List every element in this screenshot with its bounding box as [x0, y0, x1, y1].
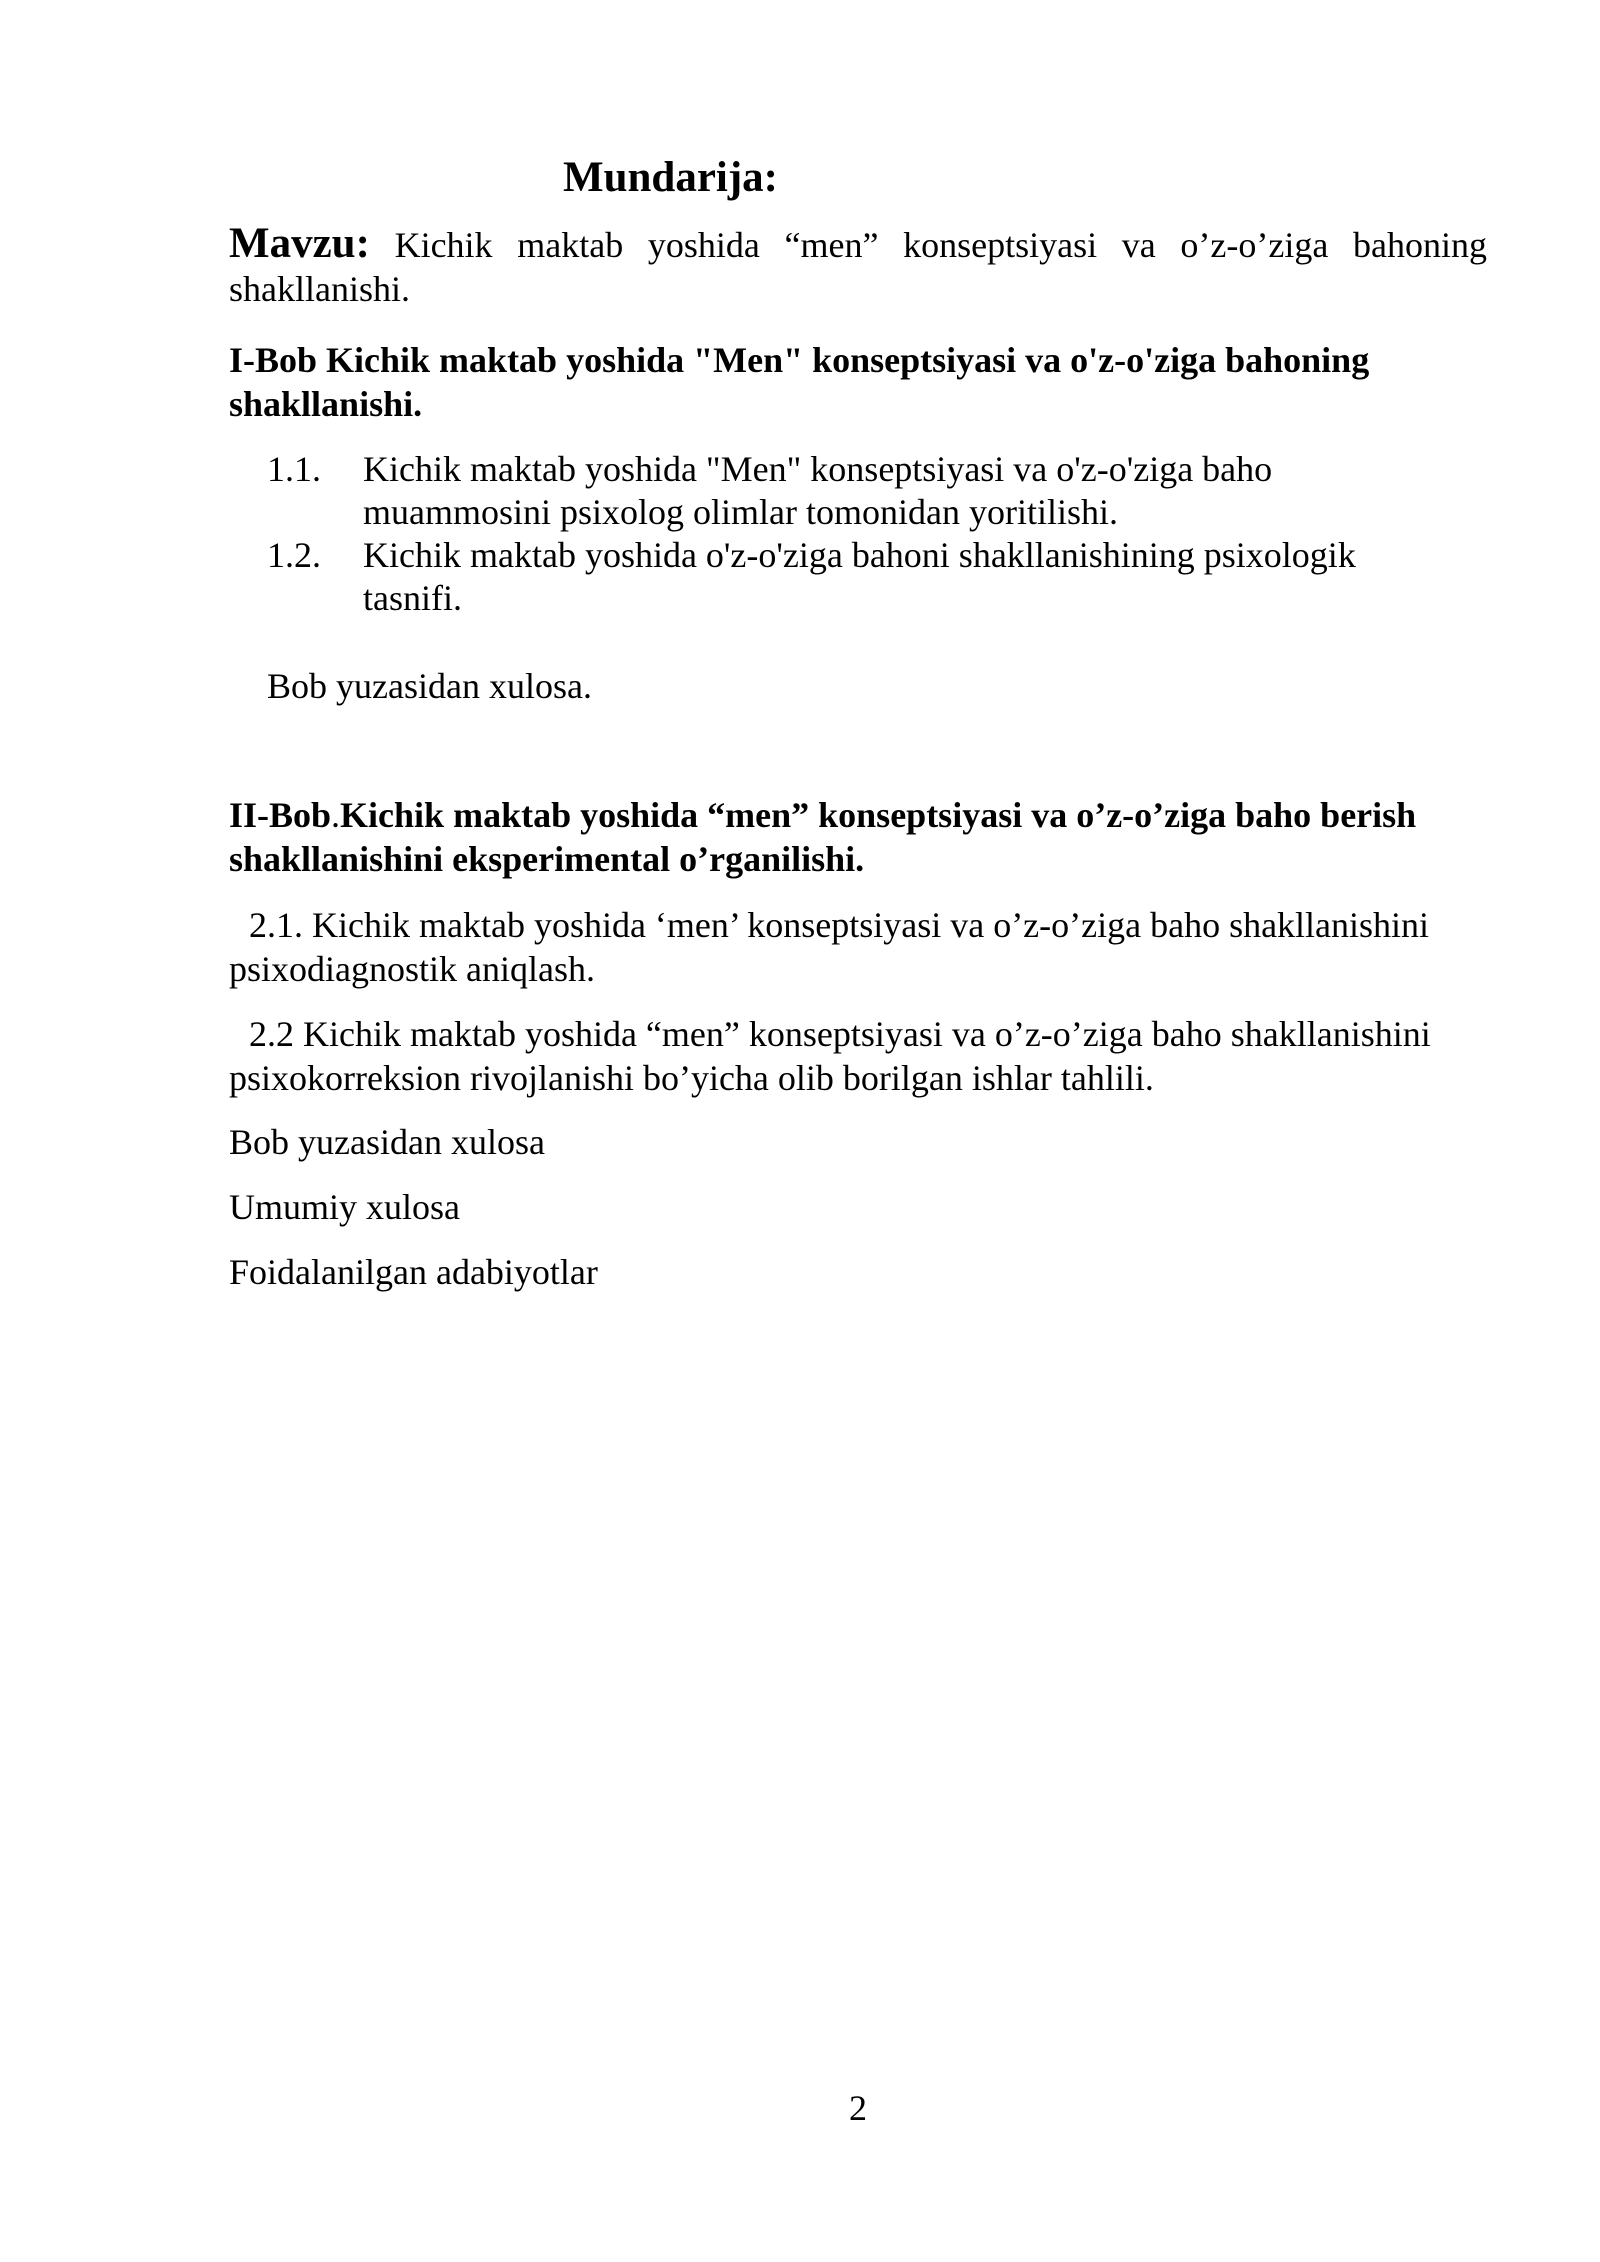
topic-text: Kichik maktab yoshida “men” konseptsiyasi va o’z-o’ziga bahoning shakllanishi.	[229, 225, 1487, 309]
topic-label: Mavzu:	[229, 220, 370, 267]
page-number: 2	[849, 2088, 867, 2128]
toc-item-2-1	[229, 903, 1487, 991]
chapter-2-heading	[229, 793, 1487, 881]
toc-item-text: 2.1. Kichik maktab yoshida ‘men’ konseptsiyasi va o’z-o’ziga baho shakllanishini psixodiagnostik aniqlash.	[229, 905, 1430, 989]
toc-item-number: 1.1.	[267, 449, 321, 489]
chapter-1-conclusion: Bob yuzasidan xulosa.	[267, 666, 592, 706]
toc-item-text: 2.2 Kichik maktab yoshida “men” konseptsiyasi va o’z-o’ziga baho shakllanishini psixokorreksion rivojlanishi bo’yicha olib borilgan ishlar tahlili.	[229, 1014, 1431, 1098]
toc-item-2-2	[229, 1012, 1487, 1100]
chapter-2-dot: .	[331, 795, 341, 835]
page-title: Mundarija:	[563, 154, 778, 201]
toc-item-1-2	[267, 534, 1467, 624]
topic-paragraph	[229, 222, 1487, 311]
chapter-1-heading: I-Bob Kichik maktab yoshida "Men" konseptsiyasi va o'z-o'ziga bahoning shakllanishi.	[229, 340, 1370, 424]
toc-item-1-1	[267, 448, 1467, 538]
toc-item-number: 1.2.	[267, 535, 321, 575]
references: Foidalanilgan adabiyotlar	[229, 1252, 598, 1292]
chapter-2-conclusion: Bob yuzasidan xulosa	[229, 1122, 545, 1162]
toc-item-text: Kichik maktab yoshida o'z-o'ziga bahoni shakllanishining psixologik tasnifi.	[363, 535, 1356, 618]
chapter-2-title: Kichik maktab yoshida “men” konseptsiyasi va o’z-o’ziga baho berish shakllanishini eksperimental o’rganilishi.	[229, 795, 1417, 879]
toc-item-text: Kichik maktab yoshida "Men" konseptsiyasi va o'z-o'ziga baho muammosini psixolog olimlar tomonidan yoritilishi.	[363, 449, 1273, 532]
chapter-2-prefix: II-Bob	[229, 795, 332, 835]
general-conclusion: Umumiy xulosa	[229, 1187, 460, 1227]
